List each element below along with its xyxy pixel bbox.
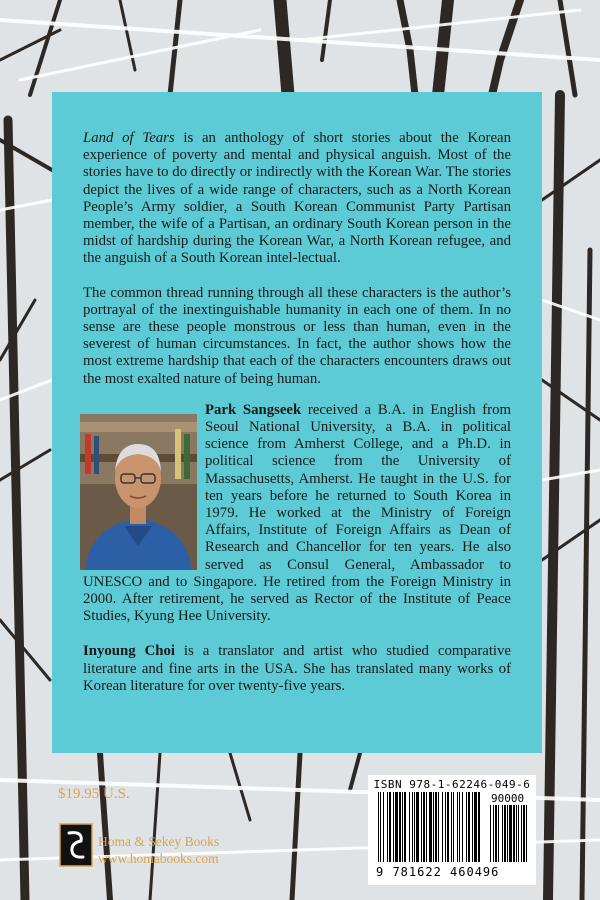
barcode-bar: [412, 792, 413, 862]
barcode-bar: [429, 792, 432, 862]
isbn-number: ISBN 978-1-62246-049-6: [373, 778, 531, 791]
addon-bar: [513, 805, 515, 862]
barcode-bar: [453, 792, 454, 862]
barcode-bar: [426, 792, 427, 862]
description-panel: [52, 92, 542, 753]
ean-number: 9 781622 460496: [376, 865, 500, 879]
addon-bar: [516, 805, 517, 862]
addon-bar: [490, 805, 491, 862]
barcode-bar: [416, 792, 419, 862]
addon-bar: [502, 805, 503, 862]
barcode-bar: [399, 792, 401, 862]
author-bio-paragraph: [83, 402, 511, 626]
theme-paragraph: The common thread running through all these characters is the author’s portrayal of the inextinguishable humanity in each one of them. In no sense are these people monstrous or less than human, even in the severest of human circumstances. In fact, the author shows how the most extreme hardship that each of the characters encounters draws out the most exalted nature of being human.: [83, 284, 511, 387]
isbn-barcode: [368, 775, 536, 885]
barcode-bar: [409, 792, 410, 862]
addon-bar: [509, 805, 512, 862]
barcode-bar: [389, 792, 391, 862]
price-addon-code: 90000: [491, 792, 525, 805]
barcode-bar: [466, 792, 467, 862]
addon-bar: [518, 805, 519, 862]
translator-bio-paragraph: [83, 643, 511, 695]
addon-bar: [526, 805, 527, 862]
barcode-bar: [414, 792, 415, 862]
author-bio-text-start: received a B.A. in English from Seoul National University, a B.A. in political science from Amherst College, and a Ph.D. in political science from the University of Massachusetts, Amherst. He taught in the U.S. for ten years before he returned to South Korea in 1979. He worked at the Ministry of Foreign Affairs, Institute of Foreign Affairs as Dean of Research and Chancellor for ten years. He also served as Consul General, Ambassador to UNESCO and to Singapore. He retired from the Foreign Ministry in 2000. After retirement, he served as Rector of the Institute of Peace Studies, Kyung Hee University.: [83, 401, 512, 625]
addon-bar: [523, 805, 525, 862]
addon-bar: [493, 805, 494, 862]
book-title: Land of Tears: [83, 130, 175, 146]
publisher-website-link[interactable]: www.homabooks.com: [98, 851, 219, 866]
barcode-bar: [451, 792, 452, 862]
barcode-bar: [472, 792, 473, 862]
barcode-bar: [423, 792, 425, 862]
book-description-text: is an anthology of short stories about the Korean experience of poverty and mental and physical anguish. Most of the stories have to do directly or indirectly with the Korean War. The stories depict the lives of a wide range of characters, such as a North Korean People’s Army soldier, a South Korean Communist Party Partisan member, the wife of a Partisan, an ordinary South Korean person in the midst of hardship during the Korean War, a North Korean refugee, and the anguish of a South Korean intel-lectual.: [83, 130, 512, 267]
barcode-bar: [378, 792, 379, 862]
barcode-bar: [393, 792, 394, 862]
translator-bio-text: is a translator and artist who studied comparative literature and fine arts in the USA. She has translated many works of Korean literature for over twenty-five years.: [83, 643, 512, 694]
barcode-bar: [462, 792, 463, 862]
translator-name: Inyoung Choi: [83, 643, 175, 660]
barcode-bar: [380, 792, 381, 862]
publisher-logo-icon: [59, 823, 93, 867]
addon-bar: [504, 805, 506, 862]
barcode-bar: [421, 792, 422, 862]
barcode-bar: [442, 792, 443, 862]
barcode-bar: [474, 792, 477, 862]
barcode-bar: [478, 792, 480, 862]
publisher-name: Homa & Sekey Books: [98, 834, 220, 849]
barcode-bar: [438, 792, 439, 862]
book-description-paragraph: [83, 130, 511, 268]
addon-bar: [498, 805, 499, 862]
barcode-bar: [395, 792, 398, 862]
barcode-bar: [402, 792, 403, 862]
barcode-bar: [445, 792, 446, 862]
barcode-bar: [457, 792, 458, 862]
author-name: Park Sangseek: [205, 401, 302, 418]
barcode-bar: [387, 792, 388, 862]
barcode-bar: [404, 792, 406, 862]
addon-bar: [521, 805, 522, 862]
barcode-bar: [459, 792, 460, 862]
addon-bar: [495, 805, 497, 862]
addon-bar: [507, 805, 508, 862]
barcode-bar: [433, 792, 434, 862]
author-photo: [80, 414, 197, 570]
barcode-bar: [435, 792, 437, 862]
price-label: $19.95 U.S.: [58, 786, 130, 802]
barcode-bar: [383, 792, 384, 862]
publisher-info: [98, 833, 219, 867]
barcode-bar: [468, 792, 470, 862]
barcode-bar: [447, 792, 449, 862]
